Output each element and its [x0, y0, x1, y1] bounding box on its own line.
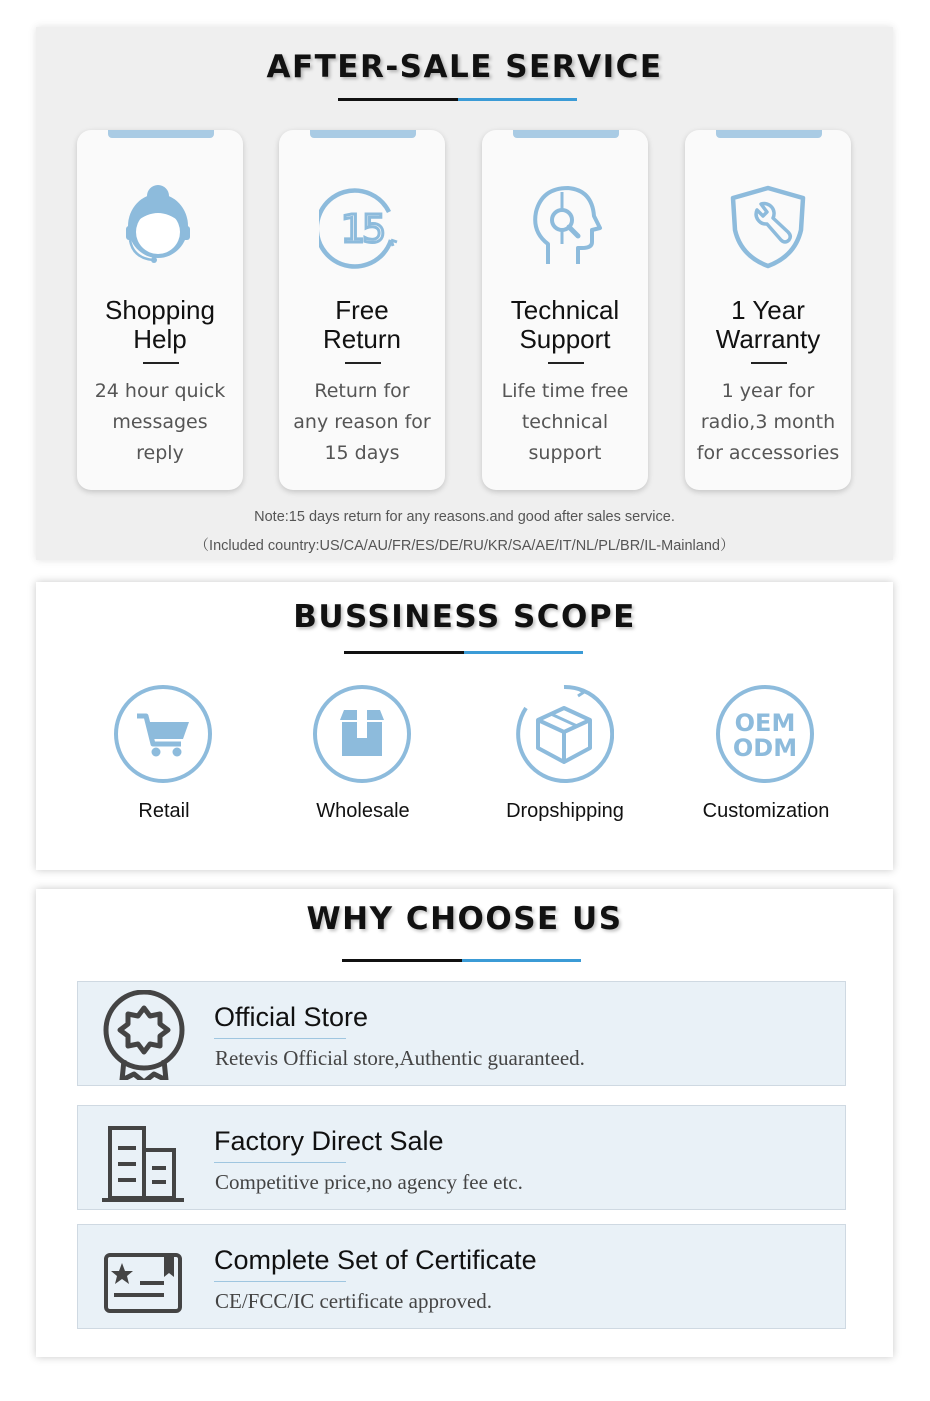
- technical-head-icon: [522, 182, 608, 272]
- card-description: 1 year for radio,3 month for accessories: [696, 380, 840, 464]
- scope-label: Retail: [138, 800, 190, 822]
- box-icon: [312, 684, 412, 784]
- support-agent-icon: [117, 182, 203, 272]
- card-warranty: [685, 130, 851, 490]
- scope-label: Wholesale: [316, 800, 410, 822]
- business-scope-title-rule: [344, 651, 583, 654]
- factory-building-icon: [100, 1114, 190, 1204]
- why-subtext: Competitive price,no agency fee etc.: [215, 1170, 523, 1194]
- why-heading: Complete Set of Certificate: [214, 1245, 537, 1275]
- oem-odm-icon: [715, 684, 815, 784]
- card-divider: [143, 362, 179, 364]
- package-icon: [514, 684, 614, 784]
- why-subtext: Retevis Official store,Authentic guaranteed.: [215, 1046, 585, 1070]
- why-row-official-store: [77, 981, 846, 1086]
- business-scope-section: [36, 582, 893, 870]
- why-heading-underline: [214, 1162, 346, 1163]
- card-free-return: [279, 130, 445, 490]
- card-title: 1 Year Warranty: [715, 295, 821, 354]
- card-title: Shopping Help: [105, 295, 215, 354]
- why-row-certificate: [77, 1224, 846, 1329]
- card-tab: [513, 130, 619, 138]
- included-countries: （Included country:US/CA/AU/FR/ES/DE/RU/KR/SA/AE/IT/NL/PL/BR/IL-Mainland）: [194, 538, 735, 554]
- card-technical-support: [482, 130, 648, 490]
- card-description: Life time free technical support: [501, 380, 629, 464]
- why-choose-us-title: WHY CHOOSE US: [306, 901, 623, 937]
- svg-text:OEM: OEM: [734, 709, 796, 737]
- why-heading: Official Store: [214, 1002, 369, 1032]
- card-description: Return for any reason for 15 days: [293, 380, 431, 464]
- card-divider: [751, 362, 787, 364]
- scope-label: Dropshipping: [506, 800, 624, 822]
- after-sale-title-rule: [338, 98, 577, 101]
- why-subtext: CE/FCC/IC certificate approved.: [215, 1289, 493, 1313]
- why-heading-underline: [214, 1038, 346, 1039]
- card-title: Technical Support: [510, 295, 620, 354]
- badge-ribbon-icon: [100, 990, 190, 1080]
- why-heading-underline: [214, 1281, 346, 1282]
- card-description: 24 hour quick messages reply: [94, 380, 226, 464]
- after-sale-title: AFTER-SALE SERVICE: [266, 49, 663, 85]
- scope-label: Customization: [702, 800, 830, 822]
- card-tab: [108, 130, 214, 138]
- why-row-factory-direct: [77, 1105, 846, 1210]
- card-tab: [716, 130, 822, 138]
- card-shopping-help: [77, 130, 243, 490]
- card-tab: [310, 130, 416, 138]
- scope-item-customization: [686, 682, 846, 832]
- card-divider: [548, 362, 584, 364]
- why-choose-us-title-rule: [342, 959, 581, 962]
- return-note: Note:15 days return for any reasons.and good after sales service.: [254, 509, 675, 525]
- certificate-icon: [100, 1233, 190, 1323]
- shield-wrench-icon: [725, 182, 811, 272]
- card-title: Free Return: [322, 295, 402, 354]
- scope-item-retail: [84, 682, 244, 832]
- 15-days-icon: [319, 182, 405, 272]
- svg-text:ODM: ODM: [732, 734, 798, 762]
- business-scope-title: BUSSINESS SCOPE: [293, 599, 636, 635]
- scope-item-dropshipping: [485, 682, 645, 832]
- why-choose-us-section: [36, 889, 893, 1357]
- card-divider: [345, 362, 381, 364]
- svg-text:15: 15: [340, 207, 384, 251]
- after-sale-section: [36, 27, 893, 560]
- scope-item-wholesale: [283, 682, 443, 832]
- cart-icon: [113, 684, 213, 784]
- why-heading: Factory Direct Sale: [214, 1126, 444, 1156]
